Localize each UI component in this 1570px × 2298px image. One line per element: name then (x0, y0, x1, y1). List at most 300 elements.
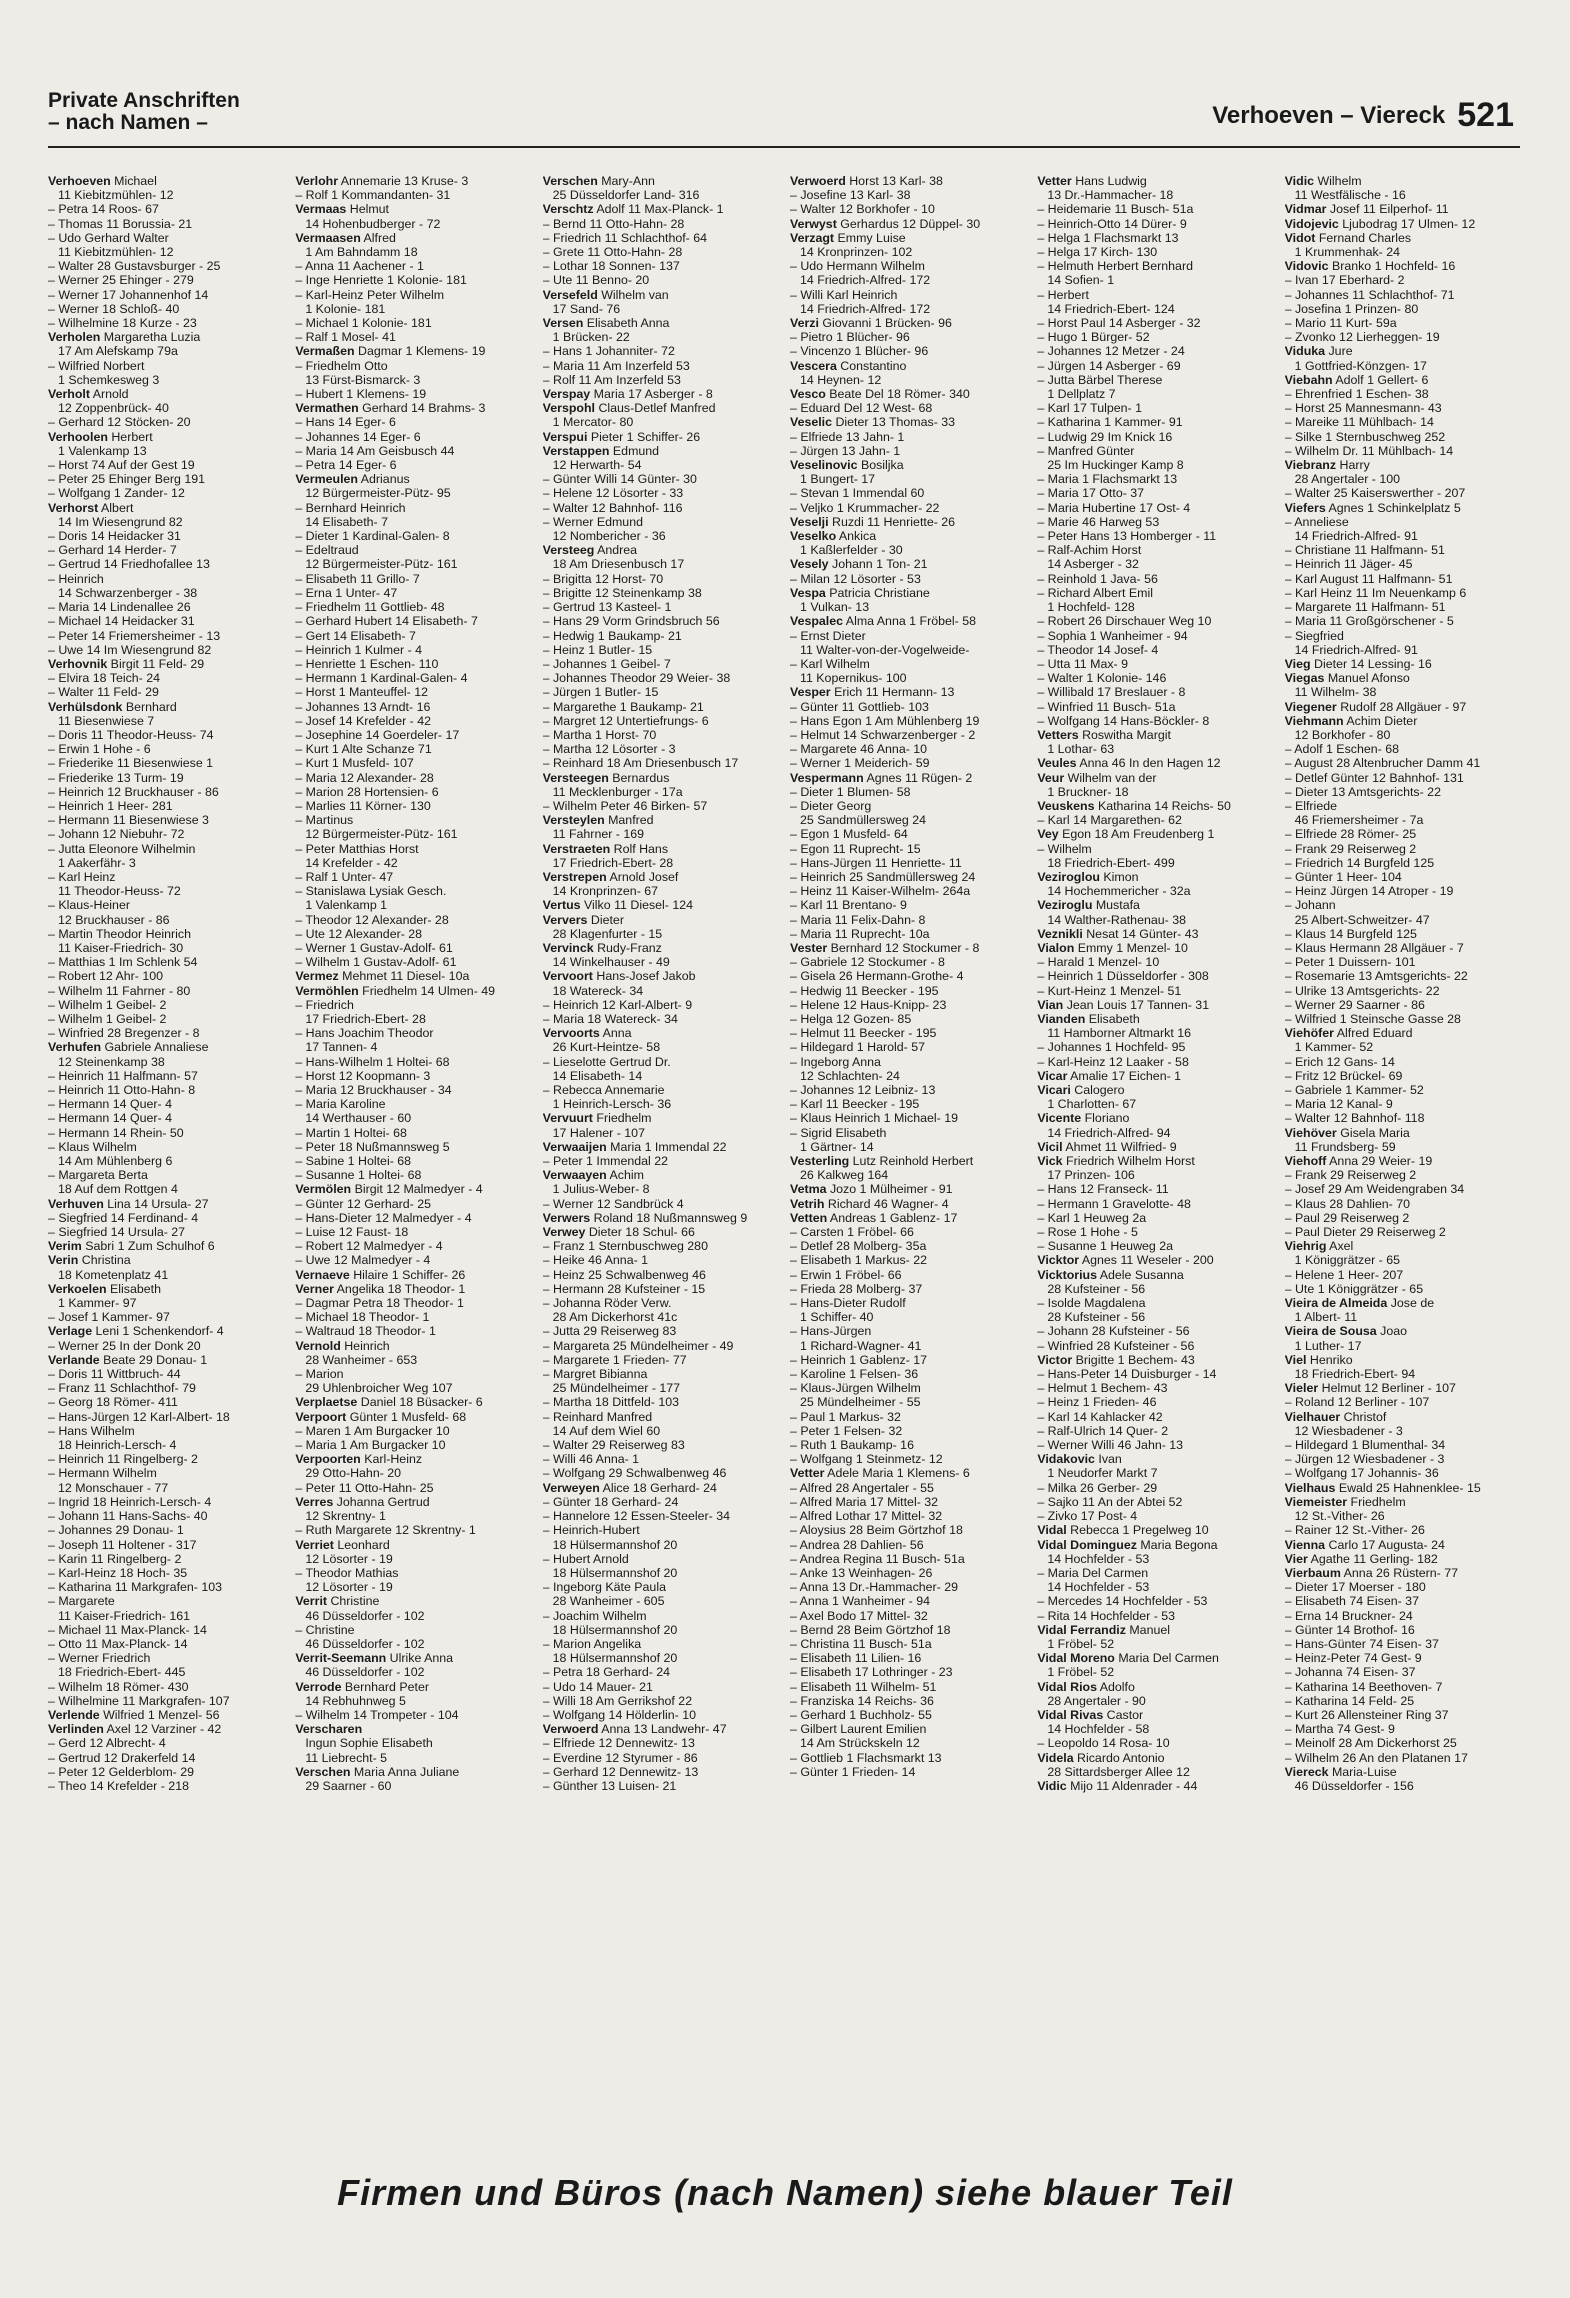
listing-line (790, 245, 1027, 259)
entry-detail: – Peter 11 Otto-Hahn- 25 (295, 1480, 434, 1495)
listing-line (48, 629, 285, 643)
entry-detail: – Utta 11 Max- 9 (1037, 656, 1128, 671)
entry-detail: Ewald 25 Hahnenklee- 15 (1335, 1480, 1481, 1495)
entry-detail: – Walter 25 Kaiserswerther - 207 (1284, 486, 1466, 501)
entry-detail: – Elisabeth 1 Markus- 22 (789, 1253, 928, 1268)
listing-line (48, 1353, 285, 1367)
entry-detail: – Kurt-Heinz 1 Menzel- 51 (1037, 983, 1182, 998)
entry-detail: – Luise 12 Faust- 18 (295, 1225, 409, 1240)
entry-detail: – Johannes 1 Hochfeld- 95 (1037, 1040, 1186, 1055)
entry-detail: – Maria 1 Am Burgacker 10 (295, 1438, 446, 1453)
entry-detail: 12 Zoppenbrück- 40 (58, 401, 169, 416)
entry-detail: – Susanne 1 Heuweg 2a (1037, 1239, 1174, 1254)
entry-detail: – Brigitte 12 Steinenkamp 38 (542, 585, 702, 600)
surname: Vian (1037, 997, 1064, 1012)
entry-detail: – Hans Egon 1 Am Mühlenberg 19 (789, 713, 980, 728)
listing-line (48, 415, 285, 429)
listing-line (1285, 1580, 1522, 1594)
entry-detail: Dagmar 1 Klemens- 19 (354, 344, 486, 359)
surname: Veuskens (1037, 798, 1095, 813)
listing-line (790, 842, 1027, 856)
surname: Videla (1037, 1750, 1074, 1765)
listing-line (790, 1424, 1027, 1438)
listing-line (1285, 1126, 1522, 1140)
listing-line (543, 1026, 780, 1040)
entry-detail: – Günter 18 Gerhard- 24 (542, 1494, 679, 1509)
listing-line (295, 344, 532, 358)
listing-line (295, 359, 532, 373)
entry-detail: Fernand Charles (1315, 230, 1412, 245)
entry-detail: – Detlef Günter 12 Bahnhof- 131 (1284, 770, 1464, 785)
entry-detail: Gabriele Annaliese (101, 1040, 209, 1055)
listing-line (1037, 1353, 1274, 1367)
listing-line (295, 898, 532, 912)
listing-line (295, 1339, 532, 1353)
surname: Veznikli (1037, 926, 1083, 941)
entry-detail: – Hans-Wilhelm 1 Holtei- 68 (295, 1054, 450, 1069)
listing-line (48, 330, 285, 344)
listing-line (543, 1424, 780, 1438)
entry-detail: – Willibald 17 Breslauer - 8 (1037, 685, 1186, 700)
entry-detail: 28 Kufsteiner - 56 (1047, 1310, 1146, 1325)
listing-line (790, 444, 1027, 458)
surname: Veselic (789, 415, 833, 430)
entry-detail: 14 Sofien- 1 (1047, 273, 1115, 288)
entry-detail: 14 Friedrich-Alfred- 94 (1047, 1125, 1171, 1140)
surname: Viel (1284, 1352, 1307, 1367)
listing-line (543, 1211, 780, 1225)
entry-detail: – Günter 1 Heer- 104 (1284, 869, 1402, 884)
listing-line (790, 1111, 1027, 1125)
entry-detail: Henriko (1306, 1352, 1353, 1367)
listing-line (48, 1111, 285, 1125)
listing-line (790, 1466, 1027, 1480)
listing-line (1037, 927, 1274, 941)
surname: Verrit-Seemann (295, 1651, 387, 1666)
entry-detail: – Ralf 1 Mosel- 41 (295, 330, 396, 345)
entry-detail: Friedhelm (592, 1111, 652, 1126)
entry-detail: – Veljko 1 Krummacher- 22 (789, 500, 940, 515)
entry-detail: – Werner 25 Ehinger - 279 (48, 273, 194, 288)
entry-detail: – Elvira 18 Teich- 24 (48, 671, 161, 686)
listing-line (790, 430, 1027, 444)
listing-line (1285, 1552, 1522, 1566)
entry-detail: – Hubert Arnold (542, 1551, 629, 1566)
entry-detail: – Maria Karoline (295, 1097, 386, 1112)
listing-line (1285, 941, 1522, 955)
listing-line (543, 1055, 780, 1069)
entry-detail: 14 Elisabeth- 7 (305, 514, 388, 529)
listing-line (1285, 458, 1522, 472)
entry-detail: – Katharina 14 Feld- 25 (1284, 1693, 1415, 1708)
entry-detail: – Andrea Regina 11 Busch- 51a (789, 1551, 965, 1566)
entry-detail: – Wilhelm (1037, 841, 1092, 856)
listing-line (790, 1239, 1027, 1253)
listing-line (48, 259, 285, 273)
entry-detail: Roland 18 Nußmannsweg 9 (590, 1210, 748, 1225)
listing-line (1285, 714, 1522, 728)
listing-line (48, 771, 285, 785)
entry-detail: – Dieter 1 Blumen- 58 (789, 784, 911, 799)
surname: Vidojevic (1284, 216, 1339, 231)
entry-detail: Friedrich Wilhelm Horst (1062, 1154, 1195, 1169)
surname: Vicari (1037, 1083, 1071, 1097)
entry-detail: – Martinus (295, 813, 354, 828)
listing-line (1037, 1324, 1274, 1338)
listing-line (295, 430, 532, 444)
entry-detail: 14 Friedrich-Ebert- 124 (1047, 301, 1175, 316)
entry-detail: Bernhard (122, 699, 177, 714)
entry-detail: – Günter Willi 14 Günter- 30 (542, 472, 697, 487)
entry-detail: – Josefina 1 Prinzen- 80 (1284, 301, 1419, 316)
listing-line (1285, 501, 1522, 515)
entry-detail: – Johann 12 Niebuhr- 72 (48, 827, 185, 842)
listing-line (543, 458, 780, 472)
entry-detail: 14 Asberger - 32 (1047, 557, 1139, 572)
listing-line (48, 1367, 285, 1381)
entry-detail: – Wilhelm 11 Fahrner - 80 (48, 983, 191, 998)
listing-line (1285, 1779, 1522, 1793)
surname: Verspohl (542, 401, 595, 416)
entry-detail: – Heinz 11 Kaiser-Wilhelm- 264a (789, 884, 971, 899)
listing-line (1037, 1239, 1274, 1253)
entry-detail: Gerhardus 12 Düppel- 30 (836, 216, 981, 231)
listing-line (1285, 245, 1522, 259)
listing-line (543, 586, 780, 600)
entry-detail: 18 Friedrich-Ebert- 94 (1294, 1367, 1416, 1382)
listing-line (1285, 785, 1522, 799)
listing-line (295, 629, 532, 643)
entry-detail: – Ingrid 18 Heinrich-Lersch- 4 (48, 1494, 212, 1509)
entry-detail: Gerhard 14 Brahms- 3 (358, 401, 486, 416)
listing-line (543, 231, 780, 245)
surname: Vick (1037, 1154, 1063, 1169)
listing-line (1285, 1623, 1522, 1637)
surname: Vidal (1037, 1523, 1067, 1538)
entry-detail: – Helene 1 Heer- 207 (1284, 1267, 1404, 1282)
entry-detail: Helmut (346, 202, 390, 217)
entry-detail: 25 Albert-Schweitzer- 47 (1294, 912, 1430, 927)
entry-detail: 1 Kammer- 97 (58, 1296, 137, 1311)
entry-detail: – Werner 29 Saarner - 86 (1284, 997, 1425, 1012)
listing-line (1285, 1694, 1522, 1708)
entry-detail: – Peter 25 Ehinger Berg 191 (48, 472, 206, 487)
listing-line (1037, 415, 1274, 429)
entry-detail: – Heinrich 1 Heer- 281 (48, 798, 173, 813)
listing-line (1037, 387, 1274, 401)
listing-line (1037, 1481, 1274, 1495)
surname: Vidal Dominguez (1037, 1537, 1137, 1552)
entry-detail: – Hermann 14 Rhein- 50 (48, 1125, 184, 1140)
entry-detail: Rudolf 28 Allgäuer - 97 (1336, 699, 1467, 714)
entry-detail: – Walter 28 Gustavsburger - 25 (48, 259, 221, 274)
entry-detail: – Udo Hermann Wilhelm (789, 259, 925, 274)
listing-line (1285, 1182, 1522, 1196)
entry-detail: – Gerhard 12 Stöcken- 20 (48, 415, 191, 430)
surname: Vesco (789, 387, 826, 402)
entry-detail: – Ralf-Ulrich 14 Quer- 2 (1037, 1423, 1169, 1438)
surname: Verzagt (789, 230, 835, 245)
entry-detail: – Georg 18 Römer- 411 (48, 1395, 178, 1410)
entry-detail: – Stevan 1 Immendal 60 (789, 486, 925, 501)
listing-line (48, 1339, 285, 1353)
surname: Verlage (48, 1324, 93, 1339)
entry-detail: Jean Louis 17 Tannen- 31 (1063, 997, 1210, 1012)
entry-detail: – Franz 11 Schlachthof- 79 (48, 1381, 196, 1396)
surname: Versteylen (542, 813, 605, 828)
listing-line (1285, 884, 1522, 898)
listing-line (48, 1538, 285, 1552)
listing-line (543, 813, 780, 827)
footer-note: Firmen und Büros (nach Namen) siehe blauer Teil (337, 2172, 1233, 2213)
listing-line (1285, 330, 1522, 344)
listing-line (790, 1097, 1027, 1111)
listing-line (48, 657, 285, 671)
listing-line (1037, 1751, 1274, 1765)
surname: Viefers (1284, 500, 1326, 515)
listing-line (790, 1680, 1027, 1694)
entry-detail: – Maria 11 Großgörschener - 5 (1284, 614, 1454, 629)
listing-line (1037, 1367, 1274, 1381)
listing-line (790, 941, 1027, 955)
listing-line (1037, 1623, 1274, 1637)
listing-line (48, 1438, 285, 1452)
entry-detail: – Theodor Mathias (295, 1565, 399, 1580)
listing-line (1285, 969, 1522, 983)
entry-detail: Wilhelm van (597, 287, 669, 302)
listing-line (543, 572, 780, 586)
entry-detail: Maria Begona (1136, 1537, 1218, 1552)
listing-line (790, 359, 1027, 373)
listing-line (1285, 998, 1522, 1012)
entry-detail: – Doris 11 Wittbruch- 44 (48, 1367, 181, 1382)
listing-line (790, 302, 1027, 316)
listing-line (543, 728, 780, 742)
entry-detail: Nesat 14 Günter- 43 (1082, 926, 1199, 941)
listing-line (543, 373, 780, 387)
entry-detail: Anna 13 Landwehr- 47 (598, 1722, 727, 1737)
listing-line (1285, 600, 1522, 614)
listing-line (295, 1225, 532, 1239)
entry-detail: – Werner 1 Meiderich- 59 (789, 756, 930, 771)
listing-line (1037, 1026, 1274, 1040)
entry-detail: 29 Uhlenbroicher Weg 107 (305, 1381, 453, 1396)
listing-line (1285, 1509, 1522, 1523)
entry-detail: – Dieter 13 Amtsgerichts- 22 (1284, 784, 1441, 799)
entry-detail: Adele Susanna (1097, 1267, 1184, 1282)
entry-detail: – Klaus-Jürgen Wilhelm (789, 1381, 921, 1396)
entry-detail: – Gottlieb 1 Flachsmarkt 13 (789, 1750, 942, 1765)
surname: Verres (295, 1494, 334, 1509)
listing-line (295, 1580, 532, 1594)
listing-line (295, 1538, 532, 1552)
listing-line (543, 799, 780, 813)
entry-detail: 1 Schiffer- 40 (799, 1310, 874, 1325)
listing-line (1037, 643, 1274, 657)
listing-line (1285, 188, 1522, 202)
listing-line (295, 998, 532, 1012)
entry-detail: – Richard Albert Emil (1037, 585, 1154, 600)
surname: Verspui (542, 429, 588, 444)
listing-line (790, 600, 1027, 614)
surname: Verner (295, 1281, 334, 1296)
entry-detail: – Bernd 11 Otto-Hahn- 28 (542, 216, 685, 231)
entry-detail: – Edeltraud (295, 543, 359, 558)
listing-line (543, 1353, 780, 1367)
listing-line (1037, 1609, 1274, 1623)
entry-detail: 14 Friedrich-Alfred- 91 (1294, 529, 1418, 544)
listing-line (48, 884, 285, 898)
surname: Verim (48, 1239, 82, 1254)
entry-detail: 14 Rebhuhnweg 5 (305, 1693, 406, 1708)
listing-line (1285, 543, 1522, 557)
entry-detail: – Stanislawa Lysiak Gesch. (295, 884, 447, 899)
listing-line (295, 415, 532, 429)
entry-detail: – Maria 1 Flachsmarkt 13 (1037, 472, 1178, 487)
entry-detail: – Helene 12 Haus-Knipp- 23 (789, 997, 947, 1012)
listing-line (543, 1736, 780, 1750)
entry-detail: – Gertrud 12 Drakerfeld 14 (48, 1750, 196, 1765)
surname: Viegener (1284, 699, 1337, 714)
entry-detail: Calogero (1070, 1083, 1125, 1097)
listing-line (1037, 330, 1274, 344)
entry-detail: – Jürgen 13 Jahn- 1 (789, 443, 901, 458)
surname: Viereck (1284, 1764, 1329, 1779)
surname: Versteegen (542, 770, 609, 785)
entry-detail: – Henriette 1 Eschen- 110 (295, 656, 439, 671)
entry-detail: Egon 18 Am Freudenberg 1 (1058, 827, 1215, 842)
entry-detail: Alma Anna 1 Fröbel- 58 (843, 614, 976, 629)
entry-detail: Dieter (587, 912, 624, 927)
listing-line (48, 1395, 285, 1409)
surname: Vermeulen (295, 472, 359, 487)
entry-detail: Elisabeth Anna (583, 316, 670, 331)
listing-line (790, 202, 1027, 216)
entry-detail: – Wilhelmine 18 Kurze - 23 (48, 316, 197, 331)
listing-line (295, 1111, 532, 1125)
listing-line (1285, 1637, 1522, 1651)
entry-detail: 14 Schwarzenberger - 38 (58, 585, 198, 600)
entry-detail: 1 Krummenhak- 24 (1294, 245, 1401, 260)
entry-detail: Manfred (604, 813, 654, 828)
listing-line (295, 1239, 532, 1253)
listing-line (295, 1253, 532, 1267)
listing-line (790, 1367, 1027, 1381)
entry-detail: – Rolf 1 Kommandanten- 31 (295, 188, 451, 203)
listing-line (48, 1580, 285, 1594)
listing-line (790, 1623, 1027, 1637)
listing-line (1285, 856, 1522, 870)
surname: Verlende (48, 1707, 100, 1722)
listing-line (543, 472, 780, 486)
surname: Vervoorts (542, 1026, 600, 1041)
listing-line (295, 1154, 532, 1168)
surname: Verin (48, 1253, 79, 1268)
listing-line (295, 700, 532, 714)
entry-detail: 28 Am Dickerhorst 41c (552, 1310, 678, 1325)
surname: Vidal Rios (1037, 1679, 1097, 1694)
listing-line (48, 217, 285, 231)
entry-detail: 1 Vulkan- 13 (799, 600, 870, 615)
entry-detail: – Margarete 11 Halfmann- 51 (1284, 600, 1446, 615)
listing-line (295, 785, 532, 799)
listing-line (790, 1296, 1027, 1310)
listing-line (295, 1410, 532, 1424)
surname: Vicktor (1037, 1253, 1080, 1268)
entry-detail: – Paul 1 Markus- 32 (789, 1409, 901, 1424)
header-divider (48, 146, 1520, 148)
listing-line (543, 1324, 780, 1338)
entry-detail: Floriano (1081, 1111, 1130, 1126)
surname: Viduka (1284, 344, 1326, 359)
listing-line (295, 671, 532, 685)
listing-line (543, 657, 780, 671)
surname: Vidovic (1284, 259, 1329, 274)
listing-line (48, 1665, 285, 1679)
listing-line (1037, 629, 1274, 643)
surname: Vidot (1284, 230, 1316, 245)
listing-line (790, 856, 1027, 870)
listing-line (790, 515, 1027, 529)
entry-detail: Brigitte 1 Bechem- 43 (1072, 1352, 1195, 1367)
entry-detail: – Peter 1 Felsen- 32 (789, 1423, 903, 1438)
entry-detail: – Adolf 1 Eschen- 68 (1284, 742, 1399, 757)
listing-line (543, 629, 780, 643)
listing-line (295, 1026, 532, 1040)
listing-line (295, 1083, 532, 1097)
listing-line (543, 870, 780, 884)
listing-line (790, 1566, 1027, 1580)
surname: Vidmar (1284, 202, 1327, 217)
entry-detail: – Margret 12 Untertiefrungs- 6 (542, 713, 709, 728)
entry-detail: – Margarete 46 Anna- 10 (789, 742, 928, 757)
listing-line (295, 1381, 532, 1395)
entry-detail: – Helmut 14 Schwarzenberger - 2 (789, 727, 976, 742)
listing-line (1037, 458, 1274, 472)
section-subtitle: – nach Namen – (48, 111, 208, 134)
entry-detail: – Dagmar Petra 18 Theodor- 1 (295, 1296, 464, 1311)
listing-line (48, 1694, 285, 1708)
entry-detail: – Johannes 29 Donau- 1 (48, 1523, 184, 1538)
listing-line (1037, 1225, 1274, 1239)
listing-line (48, 1594, 285, 1608)
entry-detail: 11 Kaiser-Friedrich- 30 (58, 940, 184, 955)
entry-detail: 12 Skrentny- 1 (305, 1509, 386, 1524)
listing-line (48, 898, 285, 912)
surname: Verwers (542, 1210, 591, 1225)
listing-line (1285, 1211, 1522, 1225)
entry-detail: – Heinz 25 Schwalbenweg 46 (542, 1267, 706, 1282)
listing-column-4 (790, 174, 1027, 2099)
entry-detail: – Leopoldo 14 Rosa- 10 (1037, 1736, 1170, 1751)
surname: Vermölen (295, 1182, 352, 1197)
listing-line (295, 586, 532, 600)
entry-detail: 14 Friedrich-Alfred- 172 (799, 301, 931, 316)
entry-detail: – Fritz 12 Brückel- 69 (1284, 1068, 1403, 1083)
surname: Verwyst (789, 216, 837, 231)
entry-detail: – Heinrich 11 Halfmann- 57 (48, 1068, 198, 1083)
entry-detail: – Helga 17 Kirch- 130 (1037, 245, 1158, 260)
listing-line (295, 813, 532, 827)
surname: Veules (1037, 756, 1077, 771)
listing-line (1037, 373, 1274, 387)
entry-detail: – Klaus 28 Dahlien- 70 (1284, 1196, 1411, 1211)
entry-detail: – Theodor 12 Alexander- 28 (295, 912, 449, 927)
listing-line (1285, 359, 1522, 373)
listing-line (1037, 728, 1274, 742)
entry-detail: – Christiane 11 Halfmann- 51 (1284, 543, 1445, 558)
entry-detail: – Maria Hubertine 17 Ost- 4 (1037, 500, 1191, 515)
